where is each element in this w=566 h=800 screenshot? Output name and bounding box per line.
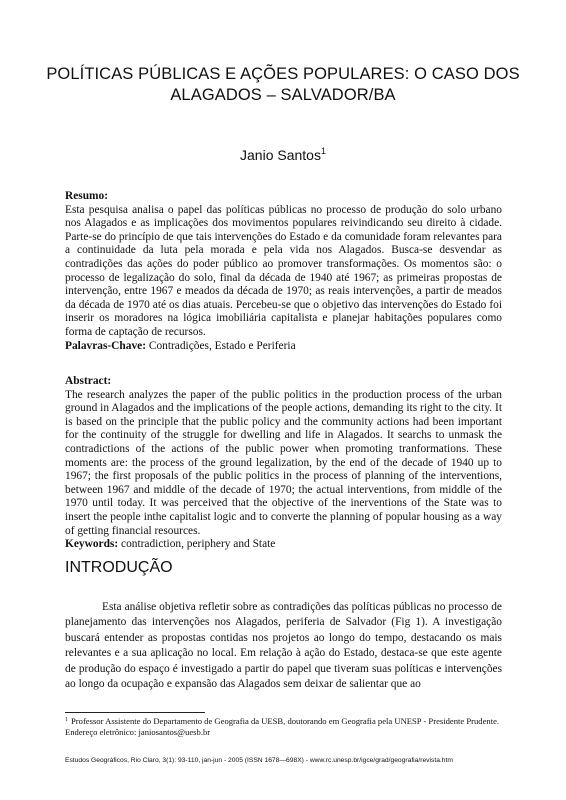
abstract-label: Abstract: <box>65 375 112 387</box>
resumo-section <box>65 190 502 353</box>
resumo-text: Esta pesquisa analisa o papel das políticas públicas no processo de produção do solo urbano nos Alagados e as implicações dos movimentos populares reivindicando seu direito à cidade. Parte-se do princípio de que tais intervenções do Estado e da comunidade foram relevantes para a continuidade da luta pela morada e pela vida nos Alagados. Busca-se desvendar as contradições das ações do poder público ao promover transformações. Os momentos são: o processo de legalização do solo, final da década de 1940 até 1967; as primeiras propostas de intervenção, entre 1967 e meados da década de 1970; as reais intervenções, a partir de meados da década de 1970 até os dias atuais. Percebeu-se que o objetivo das intervenções do Estado foi inserir os moradores na lógica imobiliária capitalista e planejar habitações populares como forma de captação de recursos. <box>65 203 502 338</box>
footnote-text: Professor Assistente do Departamento de Geografia da UESB, doutorando em Geografia pela UNESP - Presidente Prudente. Endereço eletrônico: janiosantos@uesb.br <box>65 716 500 737</box>
journal-footer: Estudos Geográficos, Rio Claro, 3(1): 93-110, jan-jun - 2005 (ISSN 1678—698X) - www.rc.unesp.br/igce/grad/geografia/revista.htm <box>65 757 453 764</box>
abstract-keywords-label: Keywords: <box>65 538 119 551</box>
paper-title: POLÍTICAS PÚBLICAS E AÇÕES POPULARES: O CASO DOS ALAGADOS – SALVADOR/BA <box>46 65 520 104</box>
abstract-keywords-value: contradiction, periphery and State <box>121 538 276 551</box>
resumo-keywords-label: Palavras-Chave: <box>65 339 146 352</box>
footnote <box>65 716 502 738</box>
abstract-text: The research analyzes the paper of the public politics in the production process of the urban ground in Alagados and the implications of the people actions, demanding its right to the city. It is based on the principle that the public policy and the community actions had been important for the continuity of the struggle for dwelling and life in Alagados. It searchs to unmask the contradictions of the actions of the public power when promoting tranformations. These moments are: the process of the ground legalization, by the end of the decade of 1940 up to 1967; the first proposals of the public politics in the process of planning of the interventions, between 1967 and middle of the decade of 1970; the actual interventions, from middle of the 1970 until today. It was perceived that the objective of the inerventions of the State was to insert the people inthe capitalist logic and to converte the planning of popular housing as a way of getting financial resources. <box>65 388 502 537</box>
resumo-label: Resumo: <box>65 190 109 202</box>
introduction-heading: INTRODUÇÃO <box>65 559 173 576</box>
resumo-keywords-value: Contradições, Estado e Periferia <box>148 339 296 352</box>
footnote-divider <box>65 712 205 713</box>
abstract-section <box>65 375 502 552</box>
author-line <box>40 146 526 164</box>
introduction-text: Esta análise objetiva refletir sobre as contradições das políticas públicas no processo de planejamento das intervenções nos Alagados, periferia de Salvador (Fig 1). A investigação buscará entender as propostas contidas nos projetos ao longo do tempo, destacando os mais relevantes e a sua aplicação no local. Em relação à ação do Estado, destaca-se que este agente de produção do espaço é investigado a partir do papel que tiveram suas políticas e intervenções ao longo da ocupação e expansão das Alagados sem deixar de salientar que ao <box>65 601 502 691</box>
abstract-keywords <box>65 538 502 552</box>
footnote-mark: 1 <box>65 717 68 723</box>
author-footnote-mark: 1 <box>320 146 326 156</box>
resumo-keywords <box>65 340 502 354</box>
author-name: Janio Santos <box>240 147 321 163</box>
